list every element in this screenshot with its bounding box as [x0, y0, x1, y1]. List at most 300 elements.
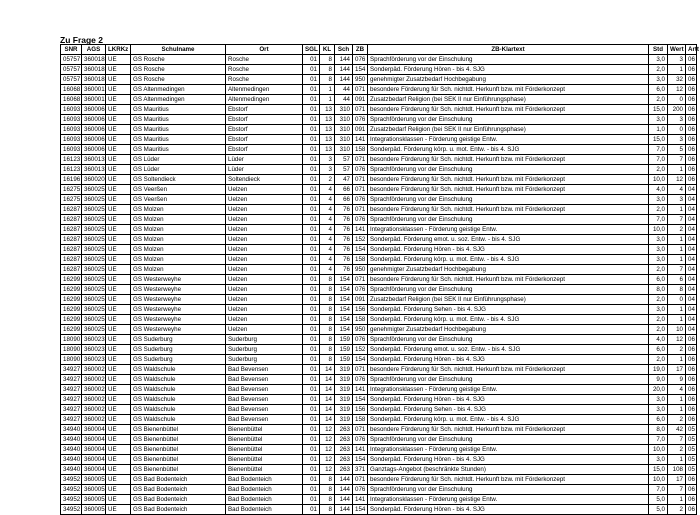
cell-zb-klartext: Sprachförderung vor der Einschulung	[368, 55, 649, 65]
cell-sgl: 01	[303, 145, 320, 155]
cell-sch: 76	[335, 235, 353, 245]
cell-kl: 4	[320, 245, 335, 255]
cell-wert: 0	[668, 95, 686, 105]
cell-snr: 34927	[61, 385, 82, 395]
cell-zb: 154	[353, 355, 368, 365]
cell-sgl: 01	[303, 375, 320, 385]
cell-kl: 14	[320, 375, 335, 385]
cell-std: 3,0	[649, 245, 668, 255]
cell-sgl: 01	[303, 225, 320, 235]
cell-zb-klartext: Zusatzbedarf Religion (bei SEK II nur Einführungsphase)	[368, 295, 649, 305]
cell-kl: 8	[320, 355, 335, 365]
cell-artt: 06	[686, 485, 697, 495]
cell-sch: 310	[335, 115, 353, 125]
cell-artt: 06	[686, 395, 697, 405]
cell-lkrkz: UE	[106, 255, 131, 265]
cell-zb: 154	[353, 395, 368, 405]
cell-wert: 12	[668, 335, 686, 345]
cell-sgl: 01	[303, 425, 320, 435]
cell-ort: Uelzen	[226, 275, 303, 285]
cell-ags: 360006	[82, 105, 106, 115]
cell-sgl: 01	[303, 415, 320, 425]
cell-kl: 12	[320, 445, 335, 455]
cell-ort: Uelzen	[226, 295, 303, 305]
cell-snr: 16287	[61, 225, 82, 235]
cell-wert: 1	[668, 255, 686, 265]
cell-artt: 06	[686, 345, 697, 355]
cell-kl: 14	[320, 365, 335, 375]
cell-sgl: 01	[303, 405, 320, 415]
cell-kl: 1	[320, 85, 335, 95]
cell-lkrkz: UE	[106, 305, 131, 315]
cell-sch: 57	[335, 155, 353, 165]
cell-schulname: GS Molzen	[131, 215, 226, 225]
cell-kl: 4	[320, 215, 335, 225]
cell-ort: Uelzen	[226, 315, 303, 325]
column-header-zb-klartext: ZB-Klartext	[368, 45, 649, 55]
cell-zb: 071	[353, 175, 368, 185]
cell-ags: 360013	[82, 155, 106, 165]
cell-zb: 076	[353, 485, 368, 495]
cell-zb-klartext: Integrationsklassen - Förderung geistige Entw.	[368, 225, 649, 235]
cell-artt: 06	[686, 505, 697, 515]
cell-snr: 16093	[61, 125, 82, 135]
cell-schulname: GS Bienenbüttel	[131, 465, 226, 475]
column-header-zb: ZB	[353, 45, 368, 55]
cell-artt: 06	[686, 135, 697, 145]
cell-kl: 13	[320, 135, 335, 145]
cell-lkrkz: UE	[106, 345, 131, 355]
cell-kl: 8	[320, 75, 335, 85]
cell-ags: 360025	[82, 285, 106, 295]
table-row	[61, 225, 697, 235]
table-body	[61, 55, 697, 515]
table-row	[61, 495, 697, 505]
cell-ort: Uelzen	[226, 205, 303, 215]
cell-kl: 14	[320, 395, 335, 405]
cell-wert: 3	[668, 55, 686, 65]
cell-artt: 04	[686, 235, 697, 245]
cell-snr: 16123	[61, 165, 82, 175]
cell-sgl: 01	[303, 445, 320, 455]
cell-std: 9,0	[649, 375, 668, 385]
cell-std: 20,0	[649, 385, 668, 395]
cell-kl: 8	[320, 475, 335, 485]
cell-ort: Uelzen	[226, 225, 303, 235]
cell-schulname: GS Molzen	[131, 205, 226, 215]
cell-std: 10,0	[649, 475, 668, 485]
cell-kl: 3	[320, 155, 335, 165]
cell-std: 6,0	[649, 275, 668, 285]
cell-std: 2,0	[649, 355, 668, 365]
cell-kl: 8	[320, 305, 335, 315]
cell-wert: 2	[668, 225, 686, 235]
cell-snr: 05757	[61, 55, 82, 65]
cell-sch: 154	[335, 305, 353, 315]
table-row	[61, 295, 697, 305]
cell-wert: 7	[668, 265, 686, 275]
table-row	[61, 155, 697, 165]
cell-sgl: 01	[303, 215, 320, 225]
cell-wert: 1	[668, 315, 686, 325]
cell-schulname: GS Mauritius	[131, 145, 226, 155]
cell-sch: 57	[335, 165, 353, 175]
cell-zb: 156	[353, 405, 368, 415]
table-row	[61, 235, 697, 245]
cell-lkrkz: UE	[106, 455, 131, 465]
cell-schulname: GS Westerweyhe	[131, 295, 226, 305]
cell-kl: 13	[320, 115, 335, 125]
cell-wert: 9	[668, 375, 686, 385]
cell-zb: 071	[353, 365, 368, 375]
cell-sgl: 01	[303, 155, 320, 165]
cell-schulname: GS Bienenbüttel	[131, 425, 226, 435]
cell-ort: Uelzen	[226, 185, 303, 195]
cell-wert: 6	[668, 275, 686, 285]
cell-zb-klartext: Sonderpäd. Förderung Hören - bis 4. SJG	[368, 395, 649, 405]
cell-std: 15,0	[649, 135, 668, 145]
cell-artt: 04	[686, 265, 697, 275]
cell-zb-klartext: Sprachförderung vor der Einschulung	[368, 165, 649, 175]
cell-ags: 360025	[82, 205, 106, 215]
cell-ags: 360006	[82, 135, 106, 145]
table-row	[61, 205, 697, 215]
cell-schulname: GS Bad Bodenteich	[131, 485, 226, 495]
cell-schulname: GS Soltendieck	[131, 175, 226, 185]
cell-ags: 360004	[82, 445, 106, 455]
cell-schulname: GS Rosche	[131, 65, 226, 75]
cell-std: 8,0	[649, 425, 668, 435]
cell-std: 7,0	[649, 155, 668, 165]
cell-schulname: GS Bad Bodenteich	[131, 495, 226, 505]
cell-sgl: 01	[303, 285, 320, 295]
cell-wert: 7	[668, 485, 686, 495]
column-header-wert: Wert	[668, 45, 686, 55]
cell-sgl: 01	[303, 495, 320, 505]
cell-lkrkz: UE	[106, 465, 131, 475]
cell-sgl: 01	[303, 175, 320, 185]
cell-ort: Bienenbüttel	[226, 425, 303, 435]
cell-kl: 4	[320, 205, 335, 215]
cell-lkrkz: UE	[106, 355, 131, 365]
cell-wert: 1	[668, 455, 686, 465]
cell-kl: 4	[320, 225, 335, 235]
cell-snr: 16196	[61, 175, 82, 185]
cell-ags: 360004	[82, 465, 106, 475]
cell-lkrkz: UE	[106, 85, 131, 95]
cell-std: 7,0	[649, 435, 668, 445]
cell-ort: Suderburg	[226, 355, 303, 365]
cell-lkrkz: UE	[106, 505, 131, 515]
cell-ort: Bienenbüttel	[226, 445, 303, 455]
cell-zb-klartext: Ganztags-Angebot (beschränkte Stunden)	[368, 465, 649, 475]
cell-schulname: GS Waldschule	[131, 395, 226, 405]
cell-zb: 141	[353, 135, 368, 145]
cell-zb: 091	[353, 125, 368, 135]
cell-schulname: GS Waldschule	[131, 365, 226, 375]
cell-schulname: GS Rosche	[131, 55, 226, 65]
cell-kl: 8	[320, 275, 335, 285]
cell-std: 3,0	[649, 255, 668, 265]
column-header-artt: Artt	[686, 45, 697, 55]
cell-std: 15,0	[649, 105, 668, 115]
cell-snr: 34952	[61, 485, 82, 495]
cell-snr: 16275	[61, 195, 82, 205]
cell-lkrkz: UE	[106, 415, 131, 425]
cell-wert: 2	[668, 415, 686, 425]
cell-ort: Altenmedingen	[226, 95, 303, 105]
table-row	[61, 65, 697, 75]
cell-zb-klartext: besondere Förderung für Sch. nichtdt. Herkunft bzw. mit Förderkonzept	[368, 85, 649, 95]
cell-schulname: GS Bienenbüttel	[131, 455, 226, 465]
cell-zb-klartext: besondere Förderung für Sch. nichtdt. Herkunft bzw. mit Förderkonzept	[368, 475, 649, 485]
cell-zb-klartext: Sonderpäd. Förderung Hören - bis 4. SJG	[368, 505, 649, 515]
cell-ort: Uelzen	[226, 195, 303, 205]
cell-ort: Altenmedingen	[226, 85, 303, 95]
cell-artt: 04	[686, 295, 697, 305]
cell-lkrkz: UE	[106, 65, 131, 75]
cell-ort: Uelzen	[226, 245, 303, 255]
cell-kl: 4	[320, 185, 335, 195]
table-row	[61, 425, 697, 435]
cell-ort: Suderburg	[226, 345, 303, 355]
cell-wert: 7	[668, 155, 686, 165]
cell-ags: 360025	[82, 245, 106, 255]
cell-ags: 360005	[82, 495, 106, 505]
cell-zb-klartext: Integrationsklassen - Förderung geistige Entw.	[368, 445, 649, 455]
cell-zb: 950	[353, 75, 368, 85]
cell-zb-klartext: Sonderpäd. Förderung emot. u. soz. Entw. - bis 4. SJG	[368, 345, 649, 355]
cell-artt: 06	[686, 65, 697, 75]
cell-lkrkz: UE	[106, 185, 131, 195]
cell-wert: 7	[668, 435, 686, 445]
cell-ags: 360018	[82, 55, 106, 65]
cell-zb-klartext: besondere Förderung für Sch. nichtdt. Herkunft bzw. mit Förderkonzept	[368, 425, 649, 435]
cell-sgl: 01	[303, 475, 320, 485]
data-table	[60, 44, 697, 515]
cell-schulname: GS Veerßen	[131, 185, 226, 195]
cell-sch: 144	[335, 475, 353, 485]
cell-ort: Bad Bodenteich	[226, 495, 303, 505]
cell-std: 3,0	[649, 305, 668, 315]
cell-ort: Bad Bodenteich	[226, 485, 303, 495]
cell-zb: 152	[353, 235, 368, 245]
cell-zb-klartext: Sprachförderung vor der Einschulung	[368, 285, 649, 295]
cell-ort: Bad Bodenteich	[226, 475, 303, 485]
cell-lkrkz: UE	[106, 205, 131, 215]
cell-sgl: 01	[303, 265, 320, 275]
cell-zb-klartext: Sonderpäd. Förderung körp. u. mot. Entw. - bis 4. SJG	[368, 145, 649, 155]
cell-std: 7,0	[649, 215, 668, 225]
cell-std: 3,0	[649, 75, 668, 85]
cell-kl: 4	[320, 195, 335, 205]
cell-ags: 360025	[82, 225, 106, 235]
cell-artt: 04	[686, 215, 697, 225]
cell-sgl: 01	[303, 125, 320, 135]
cell-ort: Bad Bevensen	[226, 375, 303, 385]
cell-ort: Suderburg	[226, 335, 303, 345]
cell-std: 5,0	[649, 505, 668, 515]
cell-snr: 16299	[61, 285, 82, 295]
cell-kl: 8	[320, 495, 335, 505]
cell-wert: 1	[668, 245, 686, 255]
cell-sch: 319	[335, 375, 353, 385]
cell-std: 2,0	[649, 65, 668, 75]
cell-wert: 1	[668, 305, 686, 315]
cell-kl: 8	[320, 325, 335, 335]
cell-ort: Bienenbüttel	[226, 455, 303, 465]
cell-sch: 76	[335, 215, 353, 225]
cell-lkrkz: UE	[106, 425, 131, 435]
cell-ort: Ebstorf	[226, 135, 303, 145]
cell-snr: 16299	[61, 305, 82, 315]
cell-schulname: GS Waldschule	[131, 415, 226, 425]
cell-snr: 34927	[61, 365, 82, 375]
cell-std: 2,0	[649, 95, 668, 105]
cell-ort: Rosche	[226, 55, 303, 65]
cell-sch: 319	[335, 405, 353, 415]
cell-ags: 360006	[82, 115, 106, 125]
cell-sch: 76	[335, 265, 353, 275]
cell-zb: 158	[353, 145, 368, 155]
cell-snr: 16299	[61, 295, 82, 305]
cell-ort: Bienenbüttel	[226, 465, 303, 475]
cell-lkrkz: UE	[106, 215, 131, 225]
table-row	[61, 305, 697, 315]
cell-schulname: GS Molzen	[131, 225, 226, 235]
cell-kl: 14	[320, 405, 335, 415]
cell-zb: 071	[353, 105, 368, 115]
cell-sch: 144	[335, 505, 353, 515]
cell-zb-klartext: genehmigter Zusatzbedarf Hochbegabung	[368, 75, 649, 85]
cell-schulname: GS Bad Bodenteich	[131, 475, 226, 485]
cell-artt: 06	[686, 475, 697, 485]
cell-schulname: GS Lüder	[131, 165, 226, 175]
cell-sch: 154	[335, 315, 353, 325]
table-row	[61, 445, 697, 455]
cell-ags: 360005	[82, 485, 106, 495]
cell-zb-klartext: Integrationsklassen - Förderung geistige Entw.	[368, 495, 649, 505]
cell-sgl: 01	[303, 255, 320, 265]
cell-schulname: GS Suderburg	[131, 355, 226, 365]
cell-zb: 071	[353, 85, 368, 95]
cell-ort: Ebstorf	[226, 115, 303, 125]
cell-snr: 16287	[61, 215, 82, 225]
cell-artt: 04	[686, 255, 697, 265]
cell-sch: 144	[335, 485, 353, 495]
cell-std: 2,0	[649, 205, 668, 215]
cell-kl: 4	[320, 265, 335, 275]
cell-ort: Bad Bevensen	[226, 415, 303, 425]
cell-ags: 360025	[82, 235, 106, 245]
cell-kl: 8	[320, 335, 335, 345]
cell-std: 10,0	[649, 175, 668, 185]
cell-zb: 076	[353, 335, 368, 345]
cell-sgl: 01	[303, 505, 320, 515]
cell-sch: 310	[335, 145, 353, 155]
cell-zb-klartext: Sprachförderung vor der Einschulung	[368, 485, 649, 495]
table-row	[61, 405, 697, 415]
cell-zb-klartext: besondere Förderung für Sch. nichtdt. Herkunft bzw. mit Förderkonzept	[368, 275, 649, 285]
cell-std: 1,0	[649, 125, 668, 135]
cell-schulname: GS Veerßen	[131, 195, 226, 205]
cell-sch: 159	[335, 345, 353, 355]
cell-zb: 076	[353, 165, 368, 175]
cell-zb: 091	[353, 295, 368, 305]
cell-zb: 154	[353, 455, 368, 465]
cell-artt: 04	[686, 285, 697, 295]
cell-artt: 04	[686, 205, 697, 215]
cell-kl: 12	[320, 455, 335, 465]
cell-std: 3,0	[649, 115, 668, 125]
cell-zb-klartext: Zusatzbedarf Religion (bei SEK II nur Einführungsphase)	[368, 125, 649, 135]
cell-lkrkz: UE	[106, 265, 131, 275]
cell-ags: 360013	[82, 165, 106, 175]
cell-zb: 071	[353, 205, 368, 215]
table-row	[61, 465, 697, 475]
cell-zb-klartext: Integrationsklassen - Förderung geistige Entw.	[368, 135, 649, 145]
cell-std: 4,0	[649, 335, 668, 345]
cell-snr: 34940	[61, 455, 82, 465]
cell-sgl: 01	[303, 345, 320, 355]
cell-sch: 154	[335, 325, 353, 335]
cell-snr: 34927	[61, 395, 82, 405]
cell-lkrkz: UE	[106, 165, 131, 175]
cell-lkrkz: UE	[106, 95, 131, 105]
cell-std: 7,0	[649, 145, 668, 155]
cell-wert: 12	[668, 85, 686, 95]
cell-std: 15,0	[649, 465, 668, 475]
cell-wert: 8	[668, 285, 686, 295]
cell-sgl: 01	[303, 305, 320, 315]
cell-lkrkz: UE	[106, 195, 131, 205]
cell-artt: 06	[686, 415, 697, 425]
cell-sch: 76	[335, 255, 353, 265]
cell-artt: 05	[686, 435, 697, 445]
cell-ort: Bad Bevensen	[226, 395, 303, 405]
cell-lkrkz: UE	[106, 75, 131, 85]
cell-zb-klartext: genehmigter Zusatzbedarf Hochbegabung	[368, 325, 649, 335]
cell-lkrkz: UE	[106, 495, 131, 505]
cell-sch: 76	[335, 225, 353, 235]
cell-snr: 16287	[61, 235, 82, 245]
cell-lkrkz: UE	[106, 435, 131, 445]
cell-ort: Bad Bevensen	[226, 365, 303, 375]
cell-zb-klartext: Sonderpäd. Förderung körp. u. mot. Entw. - bis 4. SJG	[368, 315, 649, 325]
cell-artt: 04	[686, 275, 697, 285]
cell-lkrkz: UE	[106, 285, 131, 295]
cell-snr: 34952	[61, 475, 82, 485]
cell-kl: 12	[320, 435, 335, 445]
cell-snr: 34940	[61, 445, 82, 455]
cell-sch: 319	[335, 395, 353, 405]
column-header-lkrkz: LKRKz	[106, 45, 131, 55]
cell-lkrkz: UE	[106, 445, 131, 455]
table-row	[61, 505, 697, 515]
column-header-std: Std	[649, 45, 668, 55]
cell-lkrkz: UE	[106, 485, 131, 495]
cell-snr: 16287	[61, 205, 82, 215]
cell-std: 2,0	[649, 165, 668, 175]
cell-std: 5,0	[649, 495, 668, 505]
cell-wert: 1	[668, 405, 686, 415]
cell-kl: 8	[320, 505, 335, 515]
cell-zb-klartext: Integrationsklassen - Förderung geistige Entw.	[368, 385, 649, 395]
cell-ags: 360025	[82, 325, 106, 335]
cell-zb: 076	[353, 435, 368, 445]
cell-ags: 360018	[82, 75, 106, 85]
cell-artt: 06	[686, 125, 697, 135]
